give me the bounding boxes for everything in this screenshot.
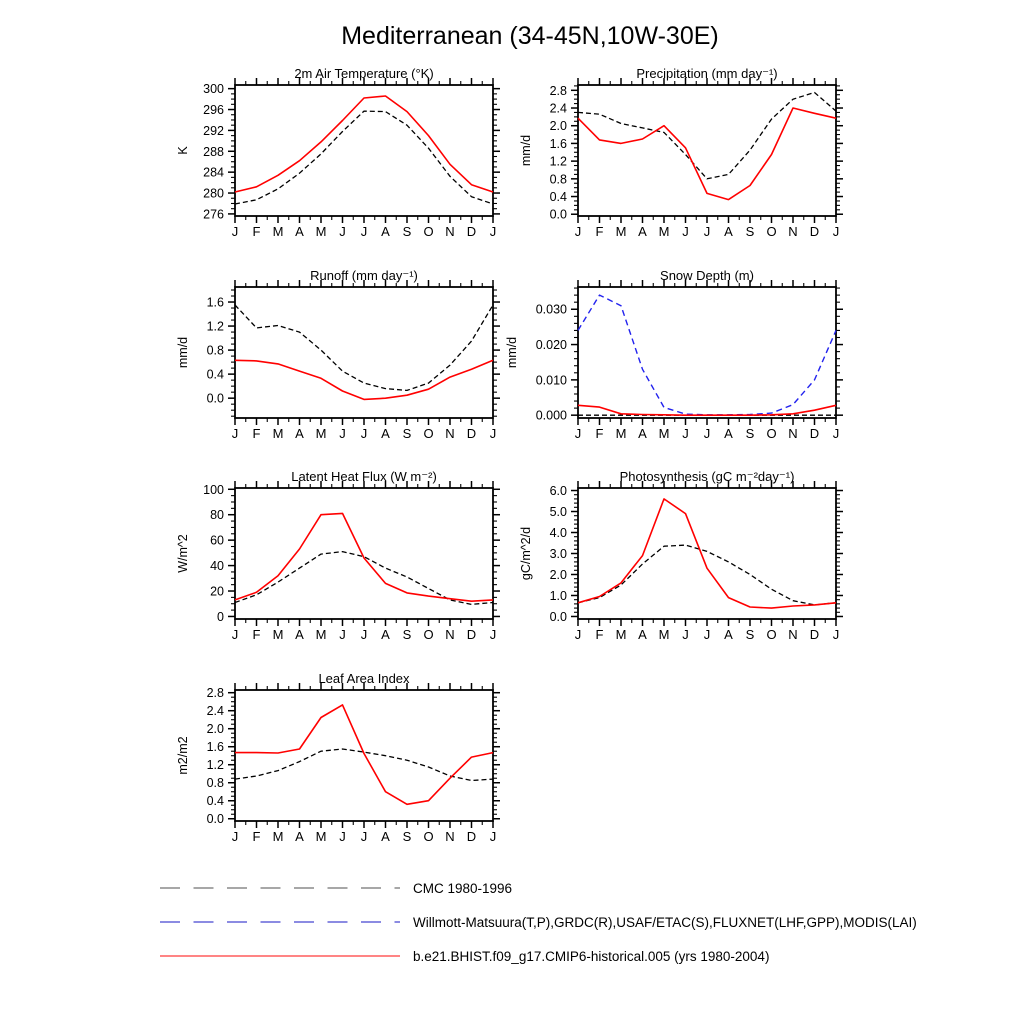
x-tick-label: D	[466, 627, 477, 642]
x-tick-label: A	[295, 224, 304, 239]
x-tick-label: O	[423, 627, 434, 642]
x-tick-label: J	[574, 426, 582, 441]
x-tick-label: J	[360, 426, 368, 441]
x-tick-label: M	[615, 426, 627, 441]
x-tick-label: S	[402, 829, 412, 844]
legend-line-obs-icon	[160, 918, 400, 926]
x-tick-label: J	[682, 224, 689, 239]
y-axis-label: gC/m^2/d	[519, 526, 533, 581]
x-tick-label: J	[832, 627, 840, 642]
x-tick-label: J	[489, 426, 497, 441]
y-tick-label: 0.8	[549, 172, 567, 187]
y-tick-label: 80	[210, 508, 224, 523]
series-line-cmc	[578, 93, 836, 179]
x-tick-label: D	[809, 426, 820, 441]
legend-row-model	[160, 939, 917, 973]
x-tick-label: J	[703, 224, 711, 239]
legend	[160, 871, 917, 973]
legend-row-obs	[160, 905, 917, 939]
x-tick-label: D	[809, 627, 820, 642]
chart-title: Latent Heat Flux (W m⁻²)	[291, 469, 437, 484]
plot-frame	[578, 85, 836, 216]
series-line-obs	[578, 295, 836, 415]
x-tick-label: F	[595, 627, 604, 642]
y-tick-label: 300	[203, 82, 224, 97]
y-axis-label: mm/d	[505, 336, 519, 369]
series-line-model	[578, 499, 836, 608]
y-tick-label: 1.2	[206, 758, 224, 773]
y-axis-label: m2/m2	[176, 736, 190, 775]
y-tick-label: 1.2	[206, 319, 224, 334]
x-tick-label: J	[231, 426, 239, 441]
x-tick-label: M	[658, 627, 670, 642]
legend-label-cmc: CMC 1980-1996	[413, 880, 513, 896]
y-tick-label: 1.6	[206, 295, 224, 310]
x-tick-label: F	[252, 426, 261, 441]
x-tick-label: J	[832, 224, 840, 239]
x-tick-label: M	[658, 426, 670, 441]
y-tick-label: 1.0	[549, 588, 567, 603]
y-tick-label: 40	[210, 559, 224, 574]
y-tick-label: 0.4	[206, 367, 224, 382]
x-tick-label: S	[745, 224, 755, 239]
x-tick-label: F	[252, 224, 261, 239]
y-tick-label: 3.0	[549, 547, 567, 561]
series-line-cmc	[235, 552, 493, 605]
x-tick-label: S	[402, 627, 412, 642]
plot-frame	[578, 287, 836, 418]
y-tick-label: 0.0	[206, 391, 224, 406]
plot-frame	[235, 690, 493, 821]
x-tick-label: J	[231, 829, 239, 844]
x-tick-label: J	[489, 829, 497, 844]
x-tick-label: F	[595, 426, 604, 441]
x-tick-label: M	[315, 829, 327, 844]
x-tick-label: S	[402, 224, 412, 239]
x-tick-label: S	[745, 426, 755, 441]
x-tick-label: J	[231, 224, 239, 239]
y-tick-label: 0.0	[206, 812, 224, 827]
x-tick-label: A	[724, 426, 733, 441]
x-tick-label: M	[315, 627, 327, 642]
plot-frame	[235, 85, 493, 216]
series-line-cmc	[235, 305, 493, 390]
x-tick-label: J	[360, 627, 368, 642]
x-tick-label: S	[402, 426, 412, 441]
y-tick-label: 100	[203, 482, 224, 497]
x-tick-label: M	[615, 224, 627, 239]
x-tick-label: J	[489, 224, 497, 239]
x-tick-label: N	[445, 627, 455, 642]
series-line-model	[235, 705, 493, 804]
x-tick-label: N	[788, 627, 798, 642]
y-tick-label: 6.0	[549, 484, 567, 499]
x-tick-label: N	[788, 426, 798, 441]
x-tick-label: O	[766, 426, 777, 441]
x-tick-label: J	[360, 829, 368, 844]
y-tick-label: 1.2	[549, 154, 567, 169]
x-tick-label: J	[682, 426, 689, 441]
x-tick-label: M	[315, 224, 327, 239]
y-tick-label: 2.8	[206, 686, 224, 701]
y-tick-label: 2.8	[549, 83, 567, 98]
x-tick-label: A	[381, 426, 390, 441]
legend-label-obs: Willmott-Matsuura(T,P),GRDC(R),USAF/ETAC(S),FLUXNET(LHF,GPP),MODIS(LAI)	[413, 914, 917, 930]
x-tick-label: J	[703, 627, 711, 642]
chart-6	[519, 469, 843, 642]
x-tick-label: J	[339, 627, 346, 642]
y-tick-label: 2.4	[206, 704, 224, 719]
legend-label-model: b.e21.BHIST.f09_g17.CMIP6-historical.005 (yrs 1980-2004)	[413, 948, 770, 964]
x-tick-label: J	[489, 627, 497, 642]
y-tick-label: 1.6	[549, 136, 567, 151]
x-tick-label: O	[766, 627, 777, 642]
y-tick-label: 0.020	[535, 338, 567, 353]
x-tick-label: A	[638, 426, 647, 441]
x-tick-label: N	[445, 426, 455, 441]
legend-row-cmc	[160, 871, 917, 905]
series-line-cmc	[578, 545, 836, 605]
x-tick-label: M	[615, 627, 627, 642]
y-axis-label: mm/d	[519, 134, 533, 167]
series-line-model	[578, 405, 836, 415]
y-tick-label: 2.0	[549, 567, 567, 582]
x-tick-label: A	[381, 627, 390, 642]
x-tick-label: J	[360, 224, 368, 239]
chart-1	[176, 66, 500, 239]
y-tick-label: 0.000	[535, 408, 567, 423]
x-tick-label: A	[381, 829, 390, 844]
x-tick-label: F	[595, 224, 604, 239]
x-tick-label: M	[272, 426, 284, 441]
chart-title: Precipitation (mm day⁻¹)	[636, 66, 778, 81]
plot-frame	[578, 488, 836, 619]
y-tick-label: 0.8	[206, 776, 224, 791]
y-tick-label: 292	[203, 123, 224, 138]
chart-4	[505, 268, 843, 441]
chart-title: 2m Air Temperature (°K)	[294, 66, 434, 81]
x-tick-label: A	[295, 627, 304, 642]
y-axis-label: K	[176, 146, 190, 155]
x-tick-label: A	[638, 224, 647, 239]
chart-title: Snow Depth (m)	[660, 268, 754, 283]
x-tick-label: J	[682, 627, 689, 642]
chart-7	[176, 671, 500, 844]
x-tick-label: O	[423, 829, 434, 844]
chart-title: Leaf Area Index	[318, 671, 410, 686]
y-tick-label: 0.8	[206, 343, 224, 358]
y-tick-label: 0.010	[535, 373, 567, 388]
x-tick-label: A	[381, 224, 390, 239]
y-tick-label: 0.4	[549, 190, 567, 205]
x-tick-label: A	[724, 627, 733, 642]
y-axis-label: W/m^2	[176, 534, 190, 573]
series-line-model	[235, 513, 493, 601]
x-tick-label: D	[809, 224, 820, 239]
x-tick-label: A	[724, 224, 733, 239]
x-tick-label: D	[466, 829, 477, 844]
y-axis-label: mm/d	[176, 336, 190, 369]
x-tick-label: J	[339, 426, 346, 441]
chart-3	[176, 268, 500, 441]
x-tick-label: M	[272, 627, 284, 642]
x-tick-label: M	[658, 224, 670, 239]
y-tick-label: 4.0	[549, 526, 567, 541]
y-tick-label: 5.0	[549, 505, 567, 520]
x-tick-label: N	[445, 829, 455, 844]
x-tick-label: M	[272, 224, 284, 239]
x-tick-label: J	[339, 224, 346, 239]
x-tick-label: J	[339, 829, 346, 844]
x-tick-label: O	[423, 426, 434, 441]
plot-frame	[235, 287, 493, 418]
x-tick-label: D	[466, 224, 477, 239]
y-tick-label: 60	[210, 533, 224, 548]
legend-line-model-icon	[160, 952, 400, 960]
series-line-model	[235, 96, 493, 192]
x-tick-label: J	[574, 224, 582, 239]
figure-title: Mediterranean (34-45N,10W-30E)	[341, 22, 719, 50]
x-tick-label: N	[445, 224, 455, 239]
y-tick-label: 276	[203, 207, 224, 222]
y-tick-label: 1.6	[206, 740, 224, 755]
series-line-cmc	[235, 111, 493, 204]
chart-title: Runoff (mm day⁻¹)	[310, 268, 418, 283]
x-tick-label: A	[638, 627, 647, 642]
y-tick-label: 0	[217, 609, 224, 624]
y-tick-label: 0.4	[206, 794, 224, 809]
chart-5	[176, 469, 500, 642]
y-tick-label: 0.030	[535, 302, 567, 317]
x-tick-label: J	[832, 426, 840, 441]
y-tick-label: 288	[203, 144, 224, 159]
x-tick-label: F	[252, 829, 261, 844]
x-tick-label: A	[295, 829, 304, 844]
y-tick-label: 296	[203, 103, 224, 118]
y-tick-label: 0.0	[549, 609, 567, 624]
x-tick-label: F	[252, 627, 261, 642]
x-tick-label: O	[423, 224, 434, 239]
x-tick-label: A	[295, 426, 304, 441]
y-tick-label: 2.4	[549, 101, 567, 116]
x-tick-label: J	[231, 627, 239, 642]
y-tick-label: 2.0	[549, 119, 567, 134]
x-tick-label: O	[766, 224, 777, 239]
legend-line-cmc-icon	[160, 884, 400, 892]
x-tick-label: J	[574, 627, 582, 642]
x-tick-label: J	[703, 426, 711, 441]
y-tick-label: 2.0	[206, 722, 224, 737]
y-tick-label: 20	[210, 584, 224, 599]
x-tick-label: M	[315, 426, 327, 441]
series-line-model	[235, 360, 493, 399]
chart-title: Photosynthesis (gC m⁻²day⁻¹)	[619, 469, 795, 484]
chart-2	[519, 66, 843, 239]
y-tick-label: 280	[203, 186, 224, 201]
x-tick-label: D	[466, 426, 477, 441]
y-tick-label: 284	[203, 165, 224, 180]
y-tick-label: 0.0	[549, 207, 567, 222]
x-tick-label: M	[272, 829, 284, 844]
x-tick-label: S	[745, 627, 755, 642]
x-tick-label: N	[788, 224, 798, 239]
